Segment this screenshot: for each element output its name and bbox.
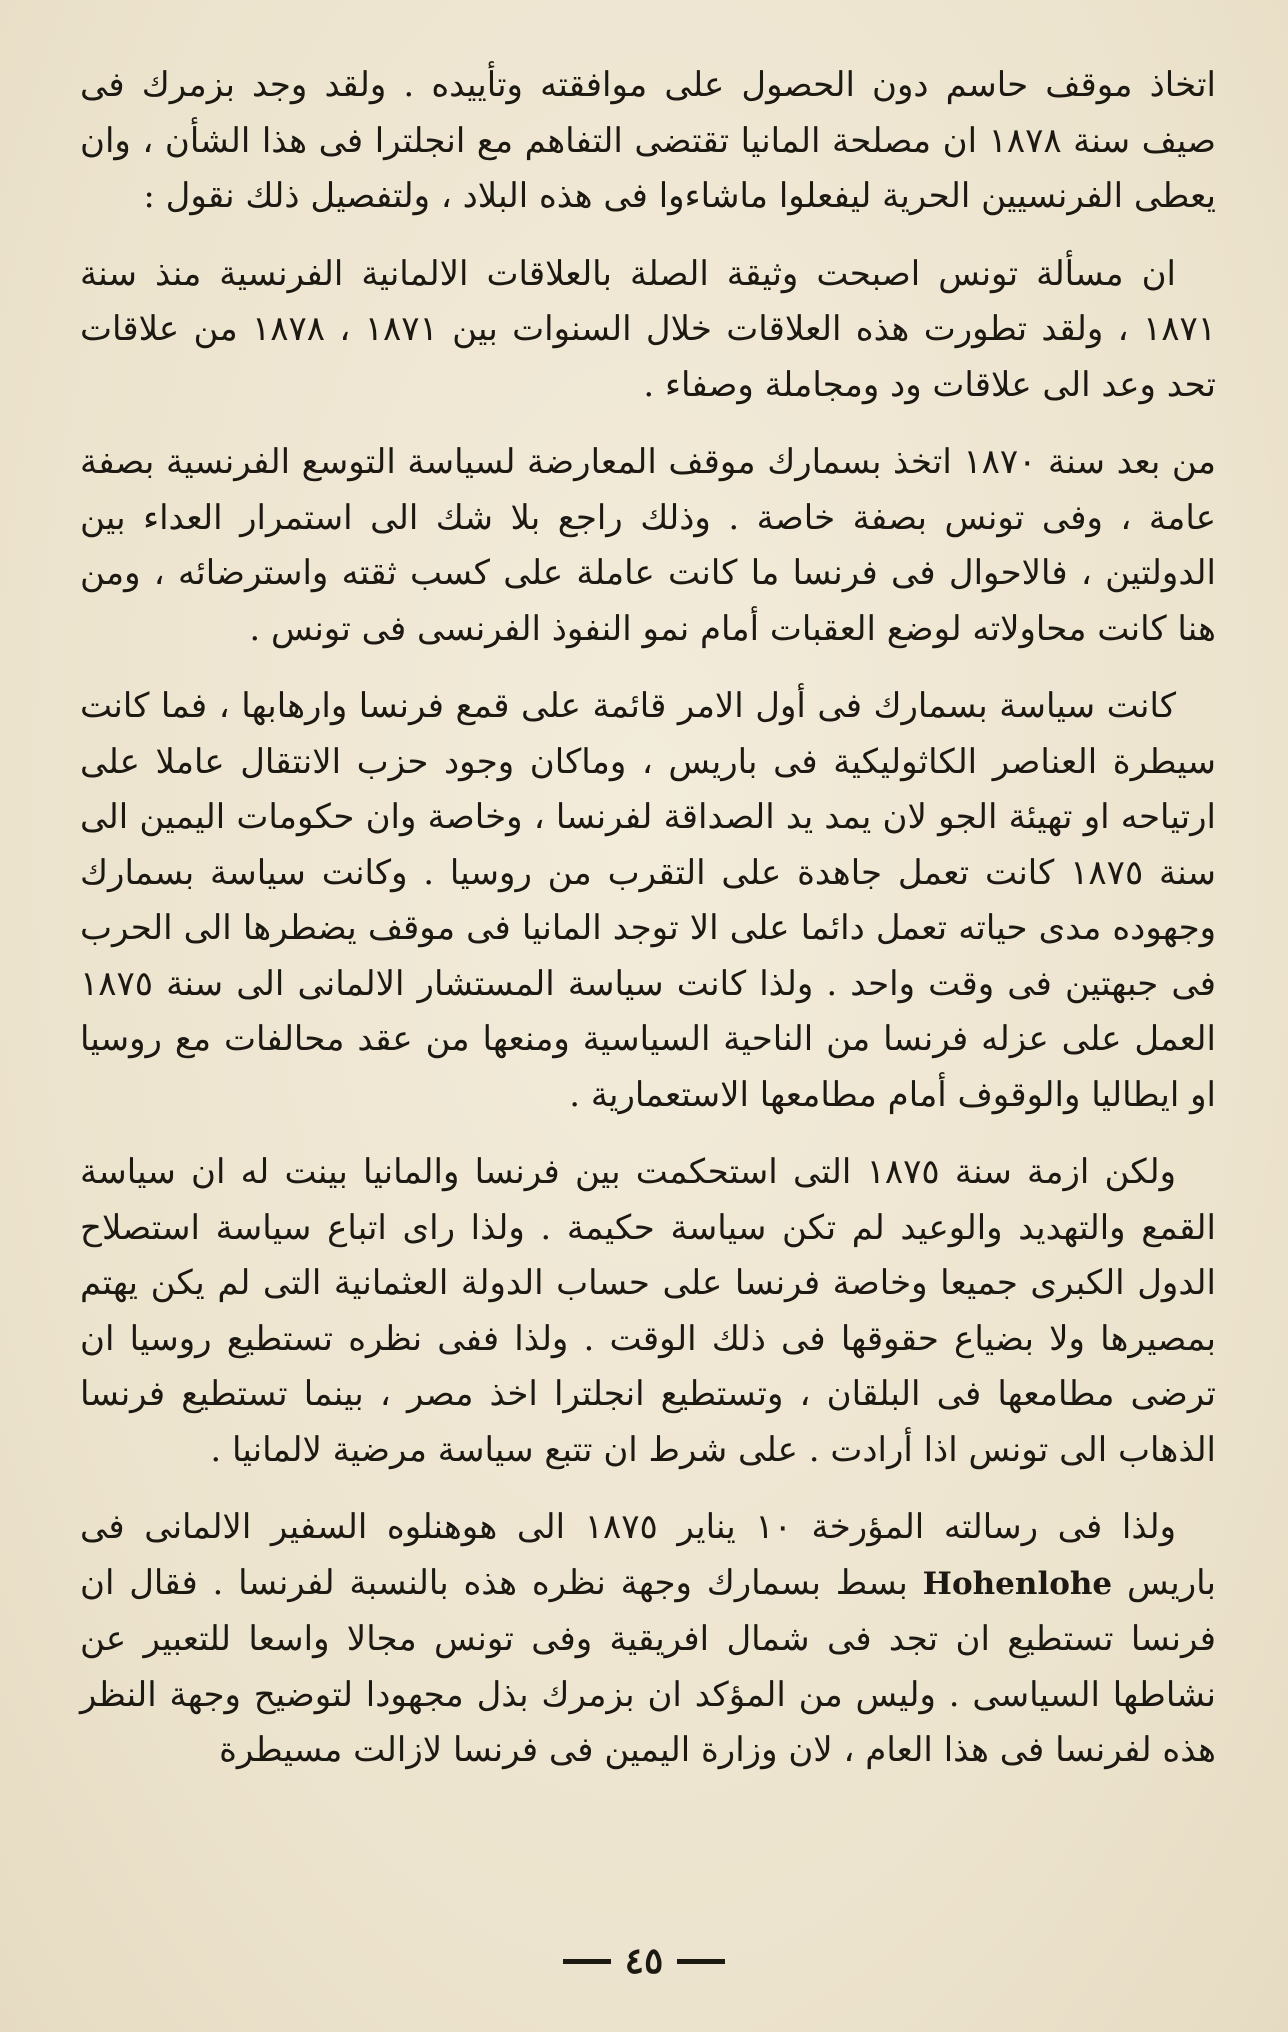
page-number: ٤٥ bbox=[624, 1940, 664, 1982]
latin-name-hohenlohe: Hohenlohe bbox=[922, 1565, 1113, 1602]
paragraph-5: ولكن ازمة سنة ١٨٧٥ التى استحكمت بين فرنسا والمانيا بينت له ان سياسة القمع والتهديد والوعيد لم تكن سياسة حكيمة . ولذا راى اتباع سياسة استصلاح الدول الكبرى جميعا وخاصة فرنسا على حساب الدولة العثمانية التى لم يكن يهتم بمصيرها ولا بضياع حقوقها فى ذلك الوقت . ولذا ففى نظره تستطيع روسيا ان ترضى مطامعها فى البلقان ، وتستطيع انجلترا اخذ مصر ، بينما تستطيع فرنسا الذهاب الى تونس اذا أرادت . على شرط ان تتبع سياسة مرضية لالمانيا . bbox=[80, 1152, 1216, 1470]
paragraph-4: كانت سياسة بسمارك فى أول الامر قائمة على قمع فرنسا وارهابها ، فما كانت سيطرة العناصر الكاثوليكية فى باريس ، وماكان وجود حزب الانتقال عاملا على ارتياحه او تهيئة الجو لان يمد يد الصداقة لفرنسا ، وخاصة وان حكومات اليمين الى سنة ١٨٧٥ كانت تعمل جاهدة على التقرب من روسيا . وكانت سياسة بسمارك وجهوده مدى حياته تعمل دائما على الا توجد المانيا فى موقف يضطرها الى الحرب فى جبهتين فى وقت واحد . ولذا كانت سياسة المستشار الالمانى الى سنة ١٨٧٥ العمل على عزله فرنسا من الناحية السياسية ومنعها من عقد محالفات مع روسيا او ايطاليا والوقوف أمام مطامعها الاستعمارية . bbox=[80, 686, 1216, 1115]
page-footer bbox=[0, 1940, 1288, 1982]
paragraph-2: ان مسألة تونس اصبحت وثيقة الصلة بالعلاقات الالمانية الفرنسية منذ سنة ١٨٧١ ، ولقد تطورت هذه العلاقات خلال السنوات بين ١٨٧١ ، ١٨٧٨ من علاقات تحد وعد الى علاقات ود ومجاملة وصفاء . bbox=[80, 253, 1216, 405]
footer-dash-right bbox=[677, 1959, 725, 1964]
paragraph-6-part-1: ولذا فى رسالته المؤرخة ١٠ يناير ١٨٧٥ الى هوهنلوه السفير الالمانى فى باريس bbox=[80, 1507, 1217, 1603]
page-body-text bbox=[80, 58, 1216, 1779]
paragraph-6 bbox=[80, 1500, 1216, 1779]
paragraph-1: اتخاذ موقف حاسم دون الحصول على موافقته وتأييده . ولقد وجد بزمرك فى صيف سنة ١٨٧٨ ان مصلحة المانيا تقتضى التفاهم مع انجلترا فى هذا الشأن ، وان يعطى الفرنسيين الحرية ليفعلوا ماشاءوا فى هذه البلاد ، ولتفصيل ذلك نقول : bbox=[80, 65, 1216, 216]
paragraph-3: من بعد سنة ١٨٧٠ اتخذ بسمارك موقف المعارضة لسياسة التوسع الفرنسية بصفة عامة ، وفى تونس بصفة خاصة . وذلك راجع بلا شك الى استمرار العداء بين الدولتين ، فالاحوال فى فرنسا ما كانت عاملة على كسب ثقته واسترضائه ، ومن هنا كانت محاولاته لوضع العقبات أمام نمو النفوذ الفرنسى فى تونس . bbox=[80, 442, 1216, 649]
footer-dash-left bbox=[563, 1959, 611, 1964]
paragraph-6-part-2: بسط بسمارك وجهة نظره هذه بالنسبة لفرنسا . فقال ان فرنسا تستطيع ان تجد فى شمال افريقية وفى تونس مجالا واسعا للتعبير عن نشاطها السياسى . وليس من المؤكد ان بزمرك بذل مجهودا لتوضيح وجهة النظر هذه لفرنسا فى هذا العام ، لان وزارة اليمين فى فرنسا لازالت مسيطرة bbox=[80, 1562, 1216, 1770]
